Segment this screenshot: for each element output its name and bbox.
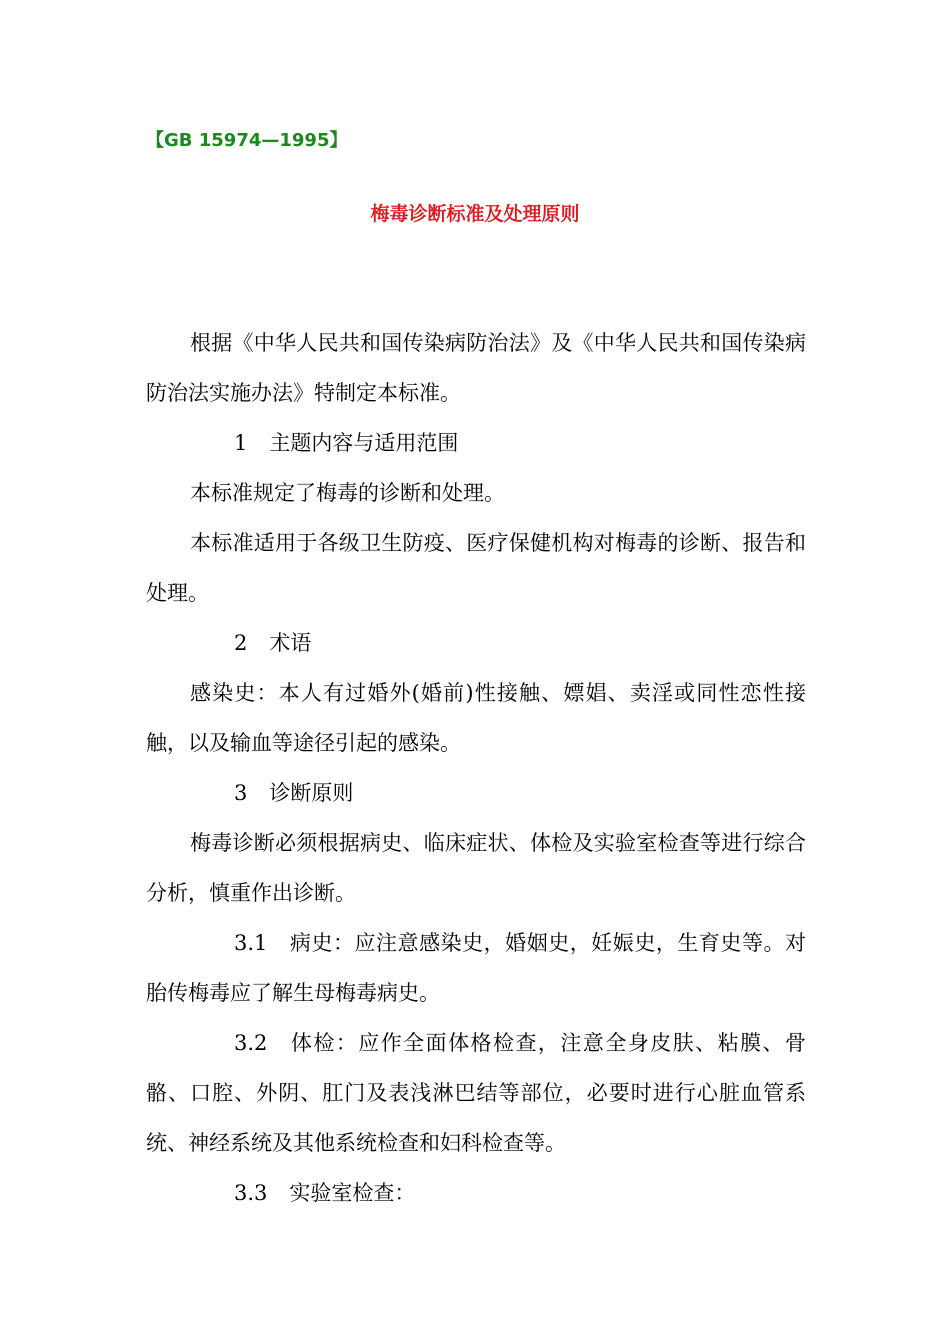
section-number: 3 bbox=[234, 781, 248, 805]
section-number: 2 bbox=[234, 631, 248, 655]
section-number: 3.1 bbox=[234, 931, 268, 955]
paragraph: 本标准适用于各级卫生防疫、医疗保健机构对梅毒的诊断、报告和处理。 bbox=[146, 531, 806, 605]
paragraph: 梅毒诊断必须根据病史、临床症状、体检及实验室检查等进行综合分析，慎重作出诊断。 bbox=[146, 831, 806, 905]
subsection-3-2: 3.2 体检：应作全面体格检查，注意全身皮肤、粘膜、骨骼、口腔、外阴、肛门及表浅淋巴结等部位，必要时进行心脏血管系统、神经系统及其他系统检查和妇科检查等。 bbox=[146, 1018, 806, 1168]
subsection-3-3: 3.3 实验室检查： bbox=[146, 1168, 806, 1218]
document-title: 梅毒诊断标准及处理原则 bbox=[370, 203, 580, 225]
document-body bbox=[146, 318, 806, 1218]
section-number: 1 bbox=[234, 431, 248, 455]
paragraph-intro: 根据《中华人民共和国传染病防治法》及《中华人民共和国传染病防治法实施办法》特制定本标准。 bbox=[146, 331, 806, 405]
section-heading-3: 3 诊断原则 bbox=[146, 768, 806, 818]
paragraph: 本标准规定了梅毒的诊断和处理。 bbox=[190, 481, 505, 505]
standard-code: 【GB 15974—1995】 bbox=[146, 130, 348, 151]
section-heading-2: 2 术语 bbox=[146, 618, 806, 668]
subsection-3-1: 3.1 病史：应注意感染史，婚姻史，妊娠史，生育史等。对胎传梅毒应了解生母梅毒病史。 bbox=[146, 918, 806, 1018]
section-number: 3.3 bbox=[234, 1181, 268, 1205]
section-number: 3.2 bbox=[234, 1031, 268, 1055]
paragraph: 感染史：本人有过婚外(婚前)性接触、嫖娼、卖淫或同性恋性接触，以及输血等途径引起的感染。 bbox=[146, 681, 806, 755]
section-heading-1: 1 主题内容与适用范围 bbox=[146, 418, 806, 468]
